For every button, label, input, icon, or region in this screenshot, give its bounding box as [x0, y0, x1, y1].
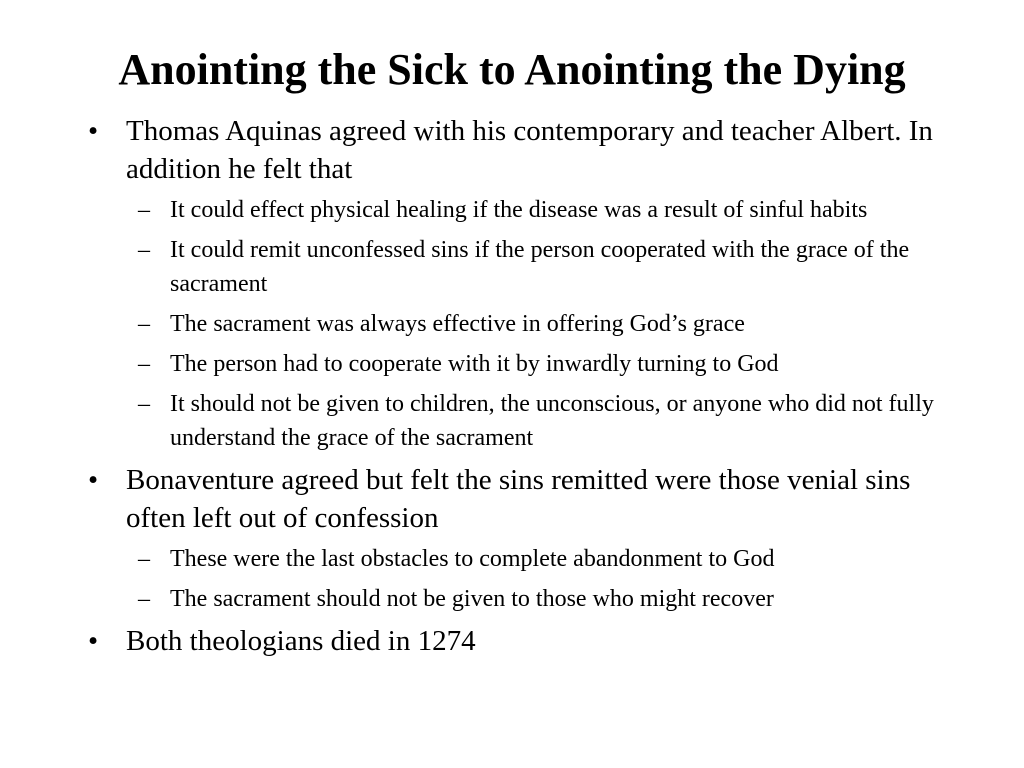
bullet-text: Both theologians died in 1274: [126, 625, 476, 657]
sub-point-text: It could effect physical healing if the disease was a result of sinful habits: [170, 197, 868, 223]
slide-title: Anointing the Sick to Anointing the Dying: [118, 45, 906, 94]
bullet-icon: •: [88, 625, 99, 657]
slide-body: [88, 112, 948, 665]
bullet-point: [88, 112, 948, 188]
sub-point-text: The person had to cooperate with it by inwardly turning to God: [170, 351, 779, 377]
bullet-point: [88, 461, 948, 537]
sub-point-text: It could remit unconfessed sins if the person cooperated with the grace of the sacrament: [170, 237, 910, 297]
dash-icon: –: [138, 237, 150, 263]
sub-point-text: It should not be given to children, the unconscious, or anyone who did not fully understand the grace of the sacrament: [170, 391, 934, 451]
sub-list: [88, 542, 948, 616]
sub-point: [88, 193, 948, 227]
sub-point: [88, 307, 948, 341]
bullet-point: [88, 622, 948, 660]
sub-list: [88, 193, 948, 455]
sub-point: [88, 233, 948, 301]
bullet-icon: •: [88, 464, 99, 496]
sub-point-text: These were the last obstacles to complete abandonment to God: [170, 546, 775, 572]
sub-point: [88, 582, 948, 616]
sub-point-text: The sacrament should not be given to those who might recover: [170, 586, 774, 612]
sub-point: [88, 387, 948, 455]
bullet-text: Bonaventure agreed but felt the sins remitted were those venial sins often left out of confession: [126, 464, 911, 534]
sub-point-text: The sacrament was always effective in offering God’s grace: [170, 311, 745, 337]
dash-icon: –: [138, 197, 150, 223]
sub-point: [88, 347, 948, 381]
bullet-text: Thomas Aquinas agreed with his contemporary and teacher Albert. In addition he felt that: [126, 115, 933, 185]
dash-icon: –: [138, 546, 150, 572]
dash-icon: –: [138, 586, 150, 612]
dash-icon: –: [138, 311, 150, 337]
sub-point: [88, 542, 948, 576]
bullet-icon: •: [88, 115, 99, 147]
dash-icon: –: [138, 391, 150, 417]
dash-icon: –: [138, 351, 150, 377]
